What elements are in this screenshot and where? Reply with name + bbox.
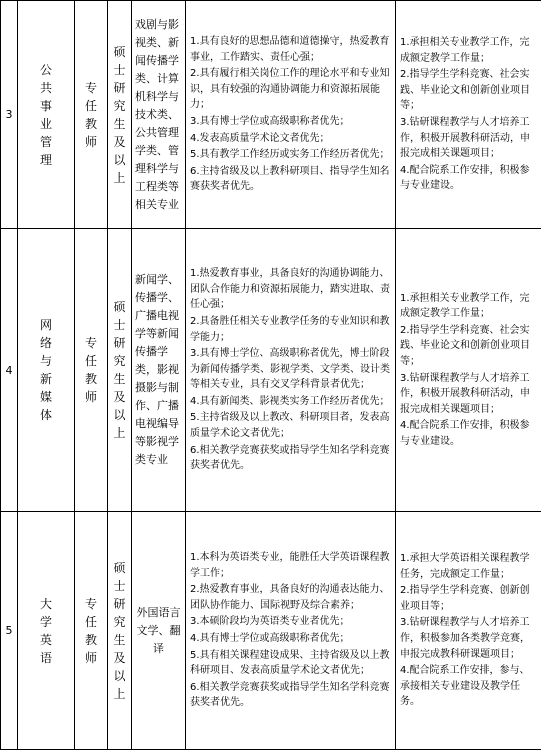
duty-item: 1.承担相关专业教学工作，完成额定教学工作量； xyxy=(400,35,537,66)
qualification-item: 2.热爱教育事业，具备良好的沟通表达能力、团队协作能力、国际视野及综合素养； xyxy=(190,582,391,613)
education-requirement: 硕士研究生及以上 xyxy=(113,559,127,703)
qualification-item: 4.发表高质量学术论文者优先； xyxy=(190,131,391,147)
duty-item: 1.承担相关专业教学工作，完成额定教学工作量； xyxy=(400,291,537,322)
duty-item: 3.钻研课程教学与人才培养工作，积极开展教科研活动，申报完成相关课题项目； xyxy=(400,371,537,418)
type-cell xyxy=(75,1,108,229)
qualification-item: 5.主持省级及以上教改、科研项目者，发表高质量学术论文者优先； xyxy=(190,410,391,441)
qualification-item: 4.具有博士学位或高级职称者优先； xyxy=(190,631,391,647)
qualification-item: 1.本科为英语类专业，能胜任大学英语课程教学工作； xyxy=(190,550,391,581)
position-name: 大学英语 xyxy=(39,595,53,667)
qualification-item: 1.具有良好的思想品德和道德操守，热爱教育事业，工作踏实、责任心强； xyxy=(190,34,391,65)
duty-list xyxy=(396,229,541,512)
position-name: 公共事业管理 xyxy=(39,61,53,169)
duty-item: 3.钻研课程教学与人才培养工作，积极参加各类教学竞赛，申报完成教科研课题项目； xyxy=(400,615,537,662)
qualification-item: 6.主持省级及以上教科研项目、指导学生知名赛获奖者优先。 xyxy=(190,164,391,195)
qualification-item: 3.本硕阶段均为英语类专业者优先； xyxy=(190,614,391,630)
duty-item: 2.指导学生学科竞赛、社会实践、毕业论文和创新创业项目等； xyxy=(400,67,537,114)
qualification-item: 2.具备胜任相关专业教学任务的专业知识和教学能力； xyxy=(190,314,391,345)
education-cell xyxy=(108,229,132,512)
education-cell xyxy=(108,1,132,229)
qualification-item: 3.具有博士学位、高级职称者优先，博士阶段为新闻传播学类、影视学类、文学类、设计类等相关专业，具有交叉学科背景者优先； xyxy=(190,346,391,393)
duty-list xyxy=(396,512,541,750)
qualification-list xyxy=(186,1,396,229)
duty-item: 4.配合院系工作安排，积极参与专业建设。 xyxy=(400,418,537,449)
qualification-item: 6.相关教学竞赛获奖或指导学生知名学科竞赛获奖者优先。 xyxy=(190,443,391,474)
type-cell xyxy=(75,229,108,512)
position-cell xyxy=(18,1,75,229)
table-row xyxy=(1,512,541,750)
position-type: 专任教师 xyxy=(84,79,98,151)
table-row xyxy=(1,229,541,512)
qualification-item: 5.具有相关课程建设成果、主持省级及以上教科研项目、发表高质量学术论文者优先； xyxy=(190,648,391,679)
education-requirement: 硕士研究生及以上 xyxy=(113,298,127,442)
duty-list xyxy=(396,1,541,229)
row-index: 4 xyxy=(1,229,18,512)
qualification-item: 3.具有博士学位或高级职称者优先； xyxy=(190,114,391,130)
education-requirement: 硕士研究生及以上 xyxy=(113,43,127,187)
qualification-item: 4.具有新闻类、影视类实务工作经历者优先； xyxy=(190,394,391,410)
qualification-list xyxy=(186,229,396,512)
qualification-list xyxy=(186,512,396,750)
duty-item: 1.承担大学英语相关课程教学任务，完成额定工作量； xyxy=(400,551,537,582)
position-cell xyxy=(18,229,75,512)
qualification-item: 1.热爱教育事业，具备良好的沟通协调能力、团队合作能力和资源拓展能力，踏实进取、责任心强； xyxy=(190,266,391,313)
major-requirement: 戏剧与影视类、新闻传播学类、计算机科学与技术类、公共管理学类、管理科学与工程类等相关专业 xyxy=(132,1,186,229)
duty-item: 4.配合院系工作安排，参与、承接相关专业建设及教学任务。 xyxy=(400,663,537,710)
row-index: 5 xyxy=(1,512,18,750)
row-index: 3 xyxy=(1,1,18,229)
position-name: 网络与新媒体 xyxy=(39,316,53,424)
type-cell xyxy=(75,512,108,750)
duty-item: 4.配合院系工作安排，积极参与专业建设。 xyxy=(400,163,537,194)
qualification-item: 6.相关教学竞赛获奖或指导学生知名学科竞赛获奖者优先。 xyxy=(190,680,391,711)
education-cell xyxy=(108,512,132,750)
duty-item: 3.钻研课程教学与人才培养工作，积极开展教科研活动，申报完成相关课题项目； xyxy=(400,115,537,162)
table-row xyxy=(1,1,541,229)
position-type: 专任教师 xyxy=(84,334,98,406)
qualification-item: 5.具有教学工作经历或实务工作经历者优先； xyxy=(190,147,391,163)
major-requirement: 新闻学、传播学、广播电视学等新闻传播学类，影视摄影与制作、广播电视编导等影视学类专业 xyxy=(132,229,186,512)
duty-item: 2.指导学生学科竞赛、社会实践、毕业论文和创新创业项目等； xyxy=(400,323,537,370)
qualification-item: 2.具有履行相关岗位工作的理论水平和专业知识，具有较强的沟通协调能力和资源拓展能力； xyxy=(190,66,391,113)
major-requirement: 外国语言文学、翻译 xyxy=(132,512,186,750)
duty-item: 2.指导学生学科竞赛、创新创业项目等； xyxy=(400,583,537,614)
position-type: 专任教师 xyxy=(84,595,98,667)
position-cell xyxy=(18,512,75,750)
